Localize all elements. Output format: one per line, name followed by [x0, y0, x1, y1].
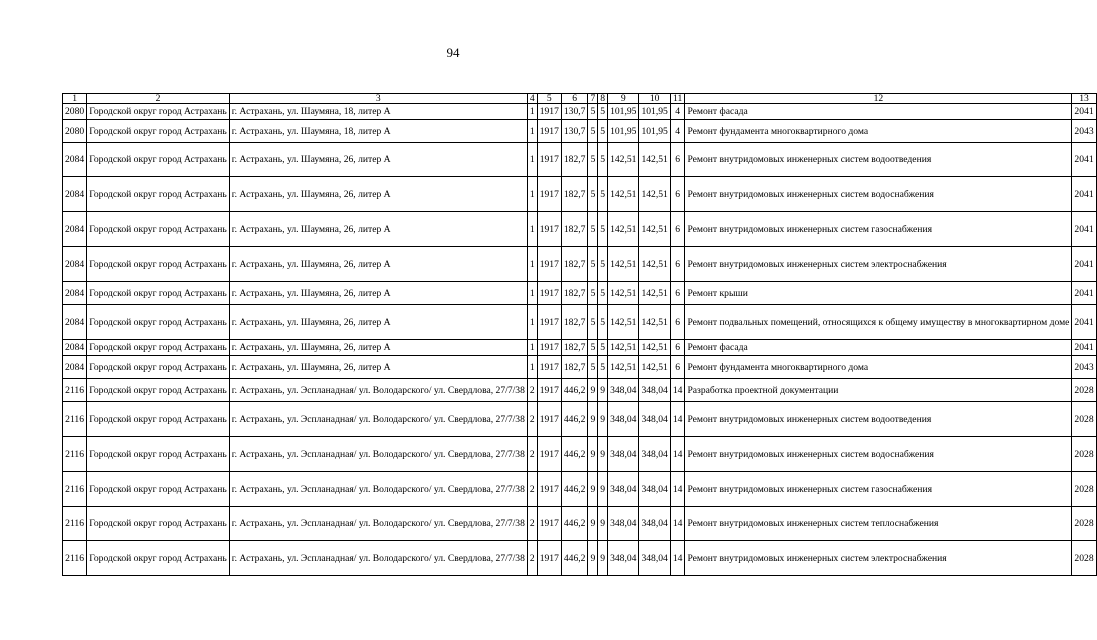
plan-year-cell: 2041 [1072, 104, 1096, 120]
table-row [63, 356, 1097, 379]
record-id-cell: 2116 [63, 472, 87, 507]
table-row [63, 120, 1097, 143]
municipality-cell: Городской округ город Астрахань [87, 340, 230, 356]
column-10-cell: 348,04 [639, 541, 670, 576]
area-cell: 182,7 [561, 247, 588, 282]
area-cell: 130,7 [561, 104, 588, 120]
address-cell: г. Астрахань, ул. Эспланадная/ ул. Володарского/ ул. Свердлова, 27/7/38 [229, 437, 527, 472]
municipality-cell: Городской округ город Астрахань [87, 437, 230, 472]
work-type-cell: Ремонт фундамента многоквартирного дома [685, 120, 1072, 143]
column-8-cell: 5 [598, 177, 608, 212]
column-header: 11 [670, 94, 685, 104]
column-9-cell: 142,51 [608, 282, 639, 305]
year-cell: 1917 [537, 143, 561, 177]
plan-year-cell: 2041 [1072, 143, 1096, 177]
plan-year-cell: 2041 [1072, 247, 1096, 282]
column-11-cell: 14 [670, 379, 685, 402]
municipality-cell: Городской округ город Астрахань [87, 143, 230, 177]
record-id-cell: 2084 [63, 212, 87, 247]
work-type-cell: Ремонт фасада [685, 104, 1072, 120]
plan-year-cell: 2043 [1072, 356, 1096, 379]
column-8-cell: 5 [598, 340, 608, 356]
area-cell: 182,7 [561, 177, 588, 212]
year-cell: 1917 [537, 437, 561, 472]
column-header: 7 [588, 94, 598, 104]
column-header: 1 [63, 94, 87, 104]
address-cell: г. Астрахань, ул. Шаумяна, 26, литер А [229, 340, 527, 356]
column-4-cell: 1 [527, 282, 537, 305]
table-row [63, 541, 1097, 576]
column-8-cell: 9 [598, 437, 608, 472]
column-11-cell: 6 [670, 282, 685, 305]
column-8-cell: 5 [598, 282, 608, 305]
column-7-cell: 5 [588, 212, 598, 247]
table-row [63, 437, 1097, 472]
column-8-cell: 9 [598, 379, 608, 402]
column-8-cell: 9 [598, 541, 608, 576]
column-8-cell: 5 [598, 247, 608, 282]
year-cell: 1917 [537, 247, 561, 282]
record-id-cell: 2116 [63, 541, 87, 576]
plan-year-cell: 2028 [1072, 437, 1096, 472]
column-7-cell: 5 [588, 104, 598, 120]
column-9-cell: 101,95 [608, 120, 639, 143]
municipality-cell: Городской округ город Астрахань [87, 120, 230, 143]
municipality-cell: Городской округ город Астрахань [87, 212, 230, 247]
column-4-cell: 1 [527, 212, 537, 247]
year-cell: 1917 [537, 305, 561, 340]
address-cell: г. Астрахань, ул. Шаумяна, 26, литер А [229, 247, 527, 282]
column-4-cell: 2 [527, 437, 537, 472]
record-id-cell: 2116 [63, 437, 87, 472]
column-header: 6 [561, 94, 588, 104]
area-cell: 446,2 [561, 507, 588, 541]
record-id-cell: 2084 [63, 247, 87, 282]
record-id-cell: 2084 [63, 305, 87, 340]
column-10-cell: 348,04 [639, 402, 670, 437]
column-4-cell: 1 [527, 340, 537, 356]
year-cell: 1917 [537, 104, 561, 120]
column-10-cell: 348,04 [639, 379, 670, 402]
column-9-cell: 348,04 [608, 507, 639, 541]
column-11-cell: 14 [670, 472, 685, 507]
table-row [63, 507, 1097, 541]
column-4-cell: 2 [527, 402, 537, 437]
address-cell: г. Астрахань, ул. Шаумяна, 26, литер А [229, 356, 527, 379]
address-cell: г. Астрахань, ул. Шаумяна, 18, литер А [229, 104, 527, 120]
address-cell: г. Астрахань, ул. Эспланадная/ ул. Володарского/ ул. Свердлова, 27/7/38 [229, 472, 527, 507]
column-10-cell: 101,95 [639, 120, 670, 143]
table-row [63, 282, 1097, 305]
work-type-cell: Ремонт внутридомовых инженерных систем водоснабжения [685, 177, 1072, 212]
table-row [63, 379, 1097, 402]
column-9-cell: 348,04 [608, 402, 639, 437]
record-id-cell: 2080 [63, 120, 87, 143]
work-type-cell: Ремонт внутридомовых инженерных систем газоснабжения [685, 212, 1072, 247]
municipality-cell: Городской округ город Астрахань [87, 402, 230, 437]
municipality-cell: Городской округ город Астрахань [87, 541, 230, 576]
column-9-cell: 348,04 [608, 379, 639, 402]
column-7-cell: 5 [588, 120, 598, 143]
column-11-cell: 14 [670, 437, 685, 472]
plan-year-cell: 2028 [1072, 402, 1096, 437]
column-8-cell: 5 [598, 104, 608, 120]
column-8-cell: 9 [598, 472, 608, 507]
plan-year-cell: 2043 [1072, 120, 1096, 143]
municipality-cell: Городской округ город Астрахань [87, 282, 230, 305]
column-8-cell: 5 [598, 143, 608, 177]
column-10-cell: 142,51 [639, 356, 670, 379]
municipality-cell: Городской округ город Астрахань [87, 472, 230, 507]
work-type-cell: Ремонт крыши [685, 282, 1072, 305]
work-type-cell: Ремонт подвальных помещений, относящихся к общему имуществу в многоквартирном доме [685, 305, 1072, 340]
record-id-cell: 2084 [63, 282, 87, 305]
table-row [63, 305, 1097, 340]
area-cell: 446,2 [561, 437, 588, 472]
year-cell: 1917 [537, 212, 561, 247]
table-row [63, 472, 1097, 507]
year-cell: 1917 [537, 177, 561, 212]
column-header: 3 [229, 94, 527, 104]
area-cell: 182,7 [561, 282, 588, 305]
column-11-cell: 6 [670, 247, 685, 282]
column-10-cell: 142,51 [639, 340, 670, 356]
table-row [63, 340, 1097, 356]
address-cell: г. Астрахань, ул. Эспланадная/ ул. Володарского/ ул. Свердлова, 27/7/38 [229, 507, 527, 541]
column-header: 2 [87, 94, 230, 104]
column-10-cell: 348,04 [639, 507, 670, 541]
column-4-cell: 1 [527, 356, 537, 379]
work-type-cell: Ремонт внутридомовых инженерных систем электроснабжения [685, 541, 1072, 576]
column-header: 10 [639, 94, 670, 104]
table-row [63, 402, 1097, 437]
column-11-cell: 14 [670, 541, 685, 576]
column-header: 4 [527, 94, 537, 104]
column-10-cell: 348,04 [639, 472, 670, 507]
table-row [63, 143, 1097, 177]
record-id-cell: 2116 [63, 379, 87, 402]
work-type-cell: Ремонт внутридомовых инженерных систем теплоснабжения [685, 507, 1072, 541]
column-4-cell: 2 [527, 541, 537, 576]
column-10-cell: 142,51 [639, 212, 670, 247]
municipality-cell: Городской округ город Астрахань [87, 356, 230, 379]
table-body [63, 94, 1097, 576]
area-cell: 446,2 [561, 402, 588, 437]
work-type-cell: Ремонт фундамента многоквартирного дома [685, 356, 1072, 379]
column-7-cell: 5 [588, 143, 598, 177]
area-cell: 182,7 [561, 305, 588, 340]
address-cell: г. Астрахань, ул. Эспланадная/ ул. Володарского/ ул. Свердлова, 27/7/38 [229, 541, 527, 576]
column-10-cell: 142,51 [639, 282, 670, 305]
column-4-cell: 2 [527, 507, 537, 541]
work-type-cell: Ремонт фасада [685, 340, 1072, 356]
work-type-cell: Ремонт внутридомовых инженерных систем водоотведения [685, 402, 1072, 437]
area-cell: 182,7 [561, 356, 588, 379]
column-8-cell: 9 [598, 507, 608, 541]
column-11-cell: 6 [670, 177, 685, 212]
area-cell: 182,7 [561, 212, 588, 247]
column-4-cell: 1 [527, 143, 537, 177]
year-cell: 1917 [537, 282, 561, 305]
column-7-cell: 9 [588, 437, 598, 472]
column-7-cell: 5 [588, 356, 598, 379]
column-8-cell: 9 [598, 402, 608, 437]
record-id-cell: 2116 [63, 402, 87, 437]
work-type-cell: Ремонт внутридомовых инженерных систем водоснабжения [685, 437, 1072, 472]
work-type-cell: Разработка проектной документации [685, 379, 1072, 402]
page-number: 94 [446, 45, 460, 60]
address-cell: г. Астрахань, ул. Шаумяна, 26, литер А [229, 282, 527, 305]
table-row [63, 104, 1097, 120]
address-cell: г. Астрахань, ул. Шаумяна, 26, литер А [229, 305, 527, 340]
address-cell: г. Астрахань, ул. Шаумяна, 18, литер А [229, 120, 527, 143]
column-11-cell: 6 [670, 305, 685, 340]
record-id-cell: 2080 [63, 104, 87, 120]
table-row [63, 177, 1097, 212]
column-10-cell: 142,51 [639, 177, 670, 212]
table-row [63, 247, 1097, 282]
plan-year-cell: 2028 [1072, 541, 1096, 576]
column-4-cell: 1 [527, 247, 537, 282]
column-7-cell: 9 [588, 402, 598, 437]
column-9-cell: 142,51 [608, 340, 639, 356]
municipality-cell: Городской округ город Астрахань [87, 177, 230, 212]
column-9-cell: 142,51 [608, 177, 639, 212]
year-cell: 1917 [537, 472, 561, 507]
column-11-cell: 6 [670, 212, 685, 247]
header-row [63, 94, 1097, 104]
area-cell: 182,7 [561, 143, 588, 177]
plan-year-cell: 2028 [1072, 379, 1096, 402]
column-7-cell: 9 [588, 541, 598, 576]
column-4-cell: 2 [527, 379, 537, 402]
work-type-cell: Ремонт внутридомовых инженерных систем водоотведения [685, 143, 1072, 177]
column-11-cell: 6 [670, 143, 685, 177]
column-7-cell: 5 [588, 247, 598, 282]
column-8-cell: 5 [598, 212, 608, 247]
area-cell: 130,7 [561, 120, 588, 143]
address-cell: г. Астрахань, ул. Эспланадная/ ул. Володарского/ ул. Свердлова, 27/7/38 [229, 379, 527, 402]
plan-year-cell: 2041 [1072, 177, 1096, 212]
column-9-cell: 142,51 [608, 143, 639, 177]
table-row [63, 212, 1097, 247]
year-cell: 1917 [537, 120, 561, 143]
column-10-cell: 348,04 [639, 437, 670, 472]
column-9-cell: 142,51 [608, 247, 639, 282]
record-id-cell: 2116 [63, 507, 87, 541]
column-9-cell: 142,51 [608, 356, 639, 379]
column-8-cell: 5 [598, 120, 608, 143]
municipality-cell: Городской округ город Астрахань [87, 507, 230, 541]
municipality-cell: Городской округ город Астрахань [87, 305, 230, 340]
column-7-cell: 9 [588, 507, 598, 541]
address-cell: г. Астрахань, ул. Шаумяна, 26, литер А [229, 177, 527, 212]
capital-repair-table [62, 93, 1097, 576]
column-11-cell: 6 [670, 356, 685, 379]
column-9-cell: 348,04 [608, 541, 639, 576]
address-cell: г. Астрахань, ул. Эспланадная/ ул. Володарского/ ул. Свердлова, 27/7/38 [229, 402, 527, 437]
year-cell: 1917 [537, 402, 561, 437]
column-8-cell: 5 [598, 305, 608, 340]
column-11-cell: 14 [670, 507, 685, 541]
column-4-cell: 2 [527, 472, 537, 507]
column-4-cell: 1 [527, 120, 537, 143]
address-cell: г. Астрахань, ул. Шаумяна, 26, литер А [229, 143, 527, 177]
column-header: 12 [685, 94, 1072, 104]
plan-year-cell: 2028 [1072, 507, 1096, 541]
column-4-cell: 1 [527, 104, 537, 120]
plan-year-cell: 2028 [1072, 472, 1096, 507]
record-id-cell: 2084 [63, 356, 87, 379]
column-7-cell: 5 [588, 177, 598, 212]
plan-year-cell: 2041 [1072, 340, 1096, 356]
column-7-cell: 5 [588, 305, 598, 340]
column-9-cell: 348,04 [608, 437, 639, 472]
column-7-cell: 5 [588, 340, 598, 356]
column-11-cell: 4 [670, 104, 685, 120]
column-7-cell: 9 [588, 472, 598, 507]
year-cell: 1917 [537, 340, 561, 356]
column-10-cell: 142,51 [639, 305, 670, 340]
area-cell: 182,7 [561, 340, 588, 356]
year-cell: 1917 [537, 507, 561, 541]
year-cell: 1917 [537, 541, 561, 576]
plan-year-cell: 2041 [1072, 305, 1096, 340]
year-cell: 1917 [537, 356, 561, 379]
area-cell: 446,2 [561, 472, 588, 507]
column-4-cell: 1 [527, 305, 537, 340]
column-header: 9 [608, 94, 639, 104]
column-7-cell: 9 [588, 379, 598, 402]
municipality-cell: Городской округ город Астрахань [87, 104, 230, 120]
record-id-cell: 2084 [63, 143, 87, 177]
column-9-cell: 101,95 [608, 104, 639, 120]
column-11-cell: 14 [670, 402, 685, 437]
area-cell: 446,2 [561, 541, 588, 576]
record-id-cell: 2084 [63, 340, 87, 356]
area-cell: 446,2 [561, 379, 588, 402]
municipality-cell: Городской округ город Астрахань [87, 247, 230, 282]
work-type-cell: Ремонт внутридомовых инженерных систем газоснабжения [685, 472, 1072, 507]
column-10-cell: 101,95 [639, 104, 670, 120]
work-type-cell: Ремонт внутридомовых инженерных систем электроснабжения [685, 247, 1072, 282]
column-header: 13 [1072, 94, 1096, 104]
column-11-cell: 6 [670, 340, 685, 356]
municipality-cell: Городской округ город Астрахань [87, 379, 230, 402]
plan-year-cell: 2041 [1072, 212, 1096, 247]
column-10-cell: 142,51 [639, 247, 670, 282]
column-11-cell: 4 [670, 120, 685, 143]
year-cell: 1917 [537, 379, 561, 402]
column-9-cell: 142,51 [608, 212, 639, 247]
column-9-cell: 142,51 [608, 305, 639, 340]
column-9-cell: 348,04 [608, 472, 639, 507]
column-8-cell: 5 [598, 356, 608, 379]
column-10-cell: 142,51 [639, 143, 670, 177]
address-cell: г. Астрахань, ул. Шаумяна, 26, литер А [229, 212, 527, 247]
plan-year-cell: 2041 [1072, 282, 1096, 305]
column-4-cell: 1 [527, 177, 537, 212]
column-header: 5 [537, 94, 561, 104]
column-header: 8 [598, 94, 608, 104]
column-7-cell: 5 [588, 282, 598, 305]
record-id-cell: 2084 [63, 177, 87, 212]
